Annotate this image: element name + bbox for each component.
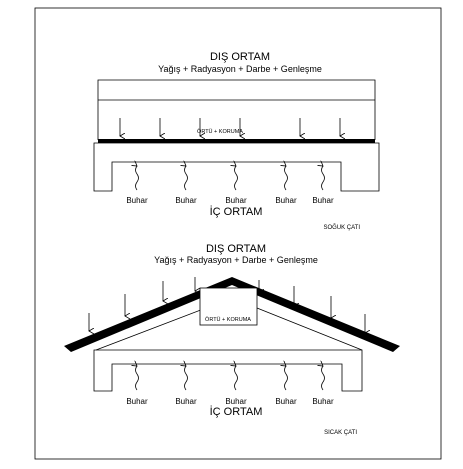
vapor-label: Buhar <box>126 196 148 205</box>
cold-cover-layer <box>98 139 375 143</box>
vapor-label: Buhar <box>225 196 247 205</box>
vapor-label: Buhar <box>175 196 197 205</box>
vapor-label: Buhar <box>275 196 297 205</box>
warm-effects-text: Yağış + Radyasyon + Darbe + Genleşme <box>154 255 318 265</box>
cold-outside-title: DIŞ ORTAM <box>209 51 271 63</box>
cold-effects-text: Yağış + Radyasyon + Darbe + Genleşme <box>158 64 322 74</box>
vapor-wavy-arrow-icon <box>136 166 325 190</box>
vapor-label: Buhar <box>175 397 197 406</box>
cold-caption: SOĞUK ÇATI <box>323 225 360 231</box>
warm-roof-diagram <box>64 243 400 436</box>
cold-cover-label: ÖRTÜ + KORUMA <box>197 129 243 135</box>
cold-vapor-labels <box>126 196 334 205</box>
vapor-label: Buhar <box>225 397 247 406</box>
warm-outside-title: DIŞ ORTAM <box>205 243 267 255</box>
vapor-label: Buhar <box>126 397 148 406</box>
vapor-label: Buhar <box>312 196 334 205</box>
warm-inside-title: İÇ ORTAM <box>209 406 263 418</box>
cold-roof-diagram <box>94 51 379 231</box>
warm-vapor-labels <box>126 397 334 406</box>
vapor-label: Buhar <box>312 397 334 406</box>
warm-caption: SICAK ÇATI <box>324 430 357 436</box>
warm-cover-label: ÖRTÜ + KORUMA <box>205 317 251 323</box>
vapor-wavy-arrow-icon <box>136 366 325 390</box>
vapor-label: Buhar <box>275 397 297 406</box>
cold-inside-title: İÇ ORTAM <box>209 206 263 218</box>
